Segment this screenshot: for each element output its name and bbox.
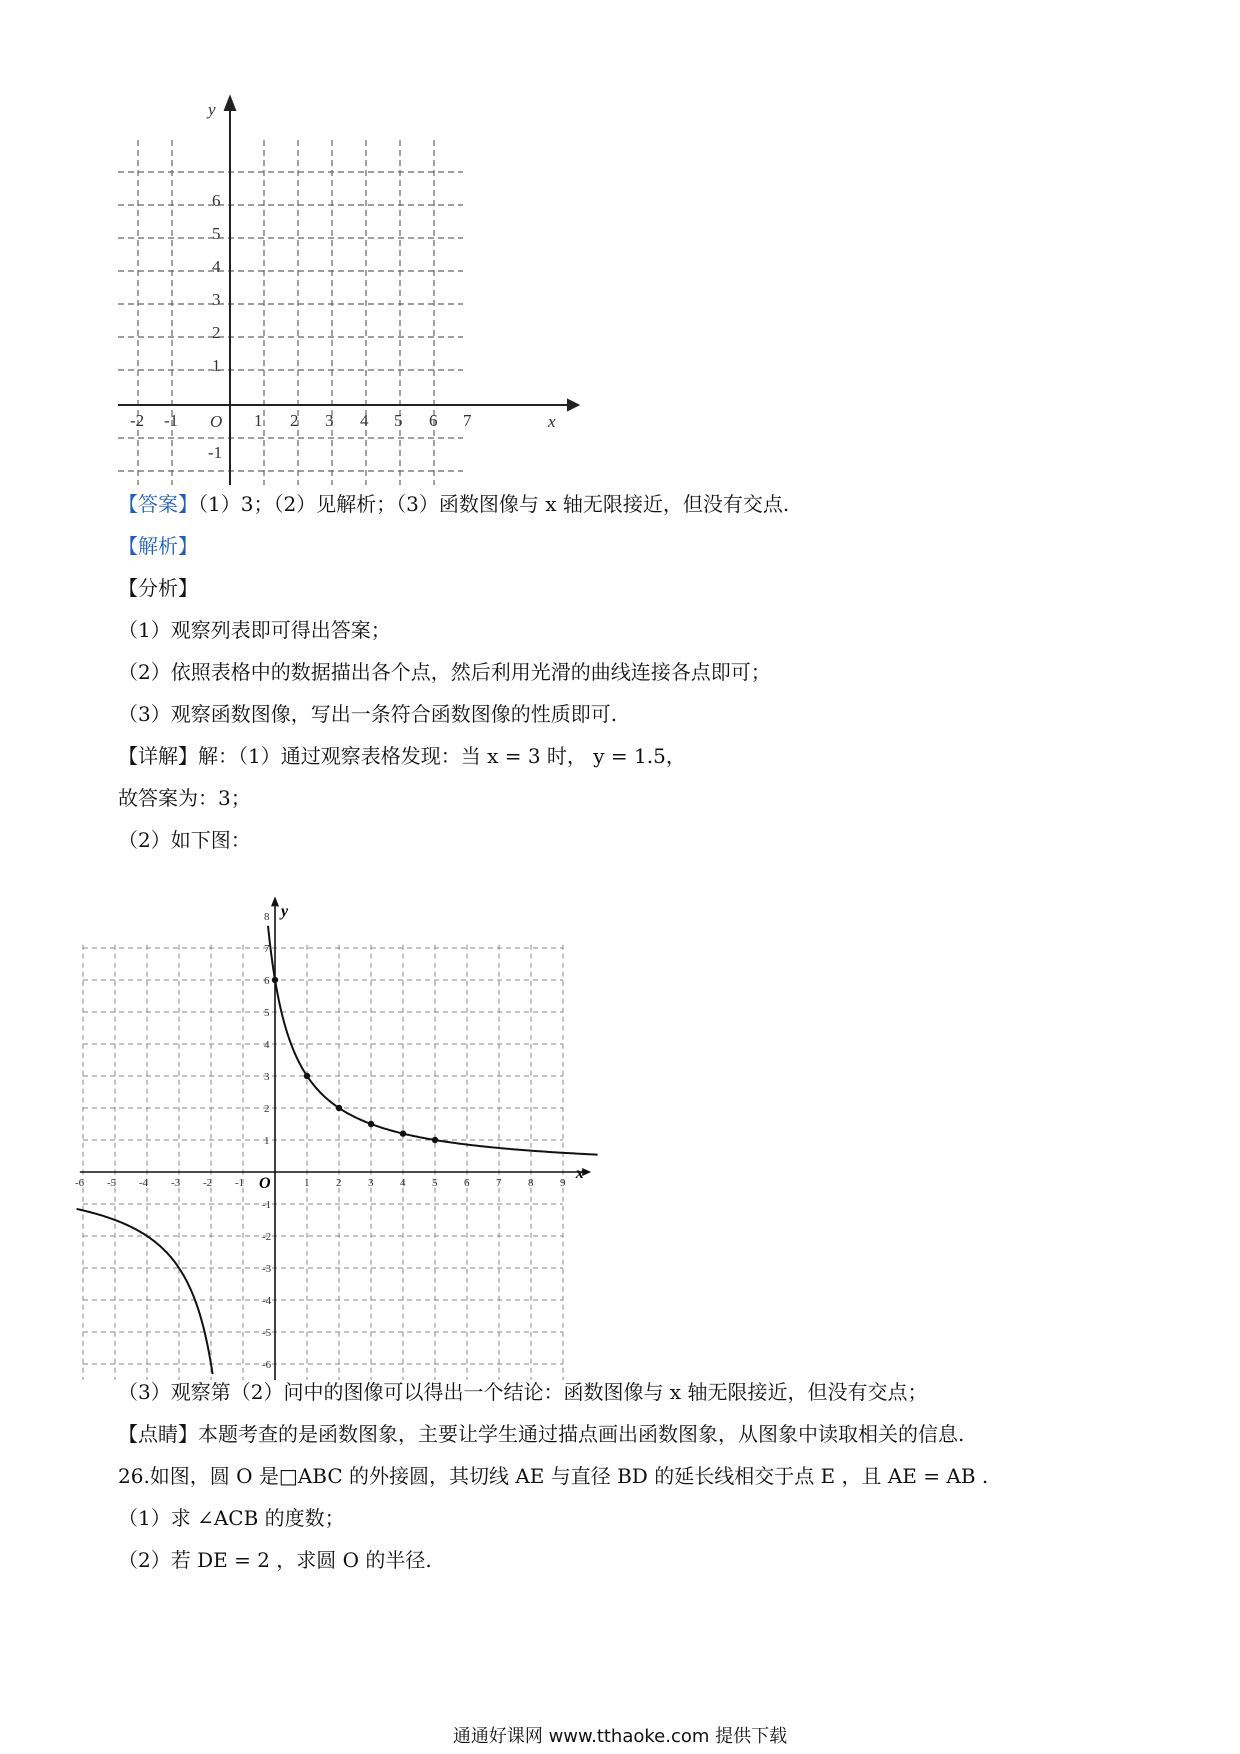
answer-tag: 【答案】 <box>118 492 198 516</box>
x-axis-label: x <box>575 1165 584 1182</box>
y-tick-label: -3 <box>262 1263 272 1275</box>
x-tick-label: 3 <box>325 411 334 430</box>
y-axis-label: y <box>208 100 216 119</box>
analysis-item-1: （1）观察列表即可得出答案； <box>118 618 391 642</box>
blank-grid-figure <box>118 95 578 485</box>
x-tick-label: 5 <box>432 1177 438 1189</box>
x-tick-label: 7 <box>496 1177 502 1189</box>
y-tick-label: 2 <box>264 1103 270 1115</box>
plotted-point <box>336 1105 342 1111</box>
detail-line-1: 【详解】解：（1）通过观察表格发现：当 x = 3 时， y = 1.5， <box>118 744 686 768</box>
x-tick-label: 6 <box>464 1177 470 1189</box>
answer-text: （1）3；（2）见解析；（3）函数图像与 x 轴无限接近，但没有交点. <box>198 492 790 516</box>
y-tick-label: 4 <box>264 1039 270 1051</box>
problem-26-q1: （1）求 ∠ACB 的度数； <box>118 1506 345 1530</box>
y-tick-label: 1 <box>264 1135 270 1147</box>
y-axis-arrow <box>271 896 279 906</box>
fenxi-tag: 【分析】 <box>118 576 198 600</box>
y-tick-label: -6 <box>262 1359 272 1371</box>
y-tick-label: 8 <box>264 911 270 923</box>
plotted-point <box>432 1137 438 1143</box>
chart-grid <box>83 945 563 1380</box>
x-tick-label: -6 <box>75 1177 85 1189</box>
x-tick-label: -5 <box>107 1177 117 1189</box>
x-tick-label: 1 <box>304 1177 310 1189</box>
problem-26-q2: （2）若 DE = 2 ，求圆 O 的半径. <box>118 1548 432 1572</box>
x-tick-label: -1 <box>164 411 179 430</box>
origin-label: O <box>259 1175 271 1192</box>
y-tick-label: -1 <box>262 1199 272 1211</box>
y-tick-label: 1 <box>212 356 221 375</box>
y-axis-arrow <box>225 97 235 110</box>
y-tick-label: 6 <box>212 191 221 210</box>
curve-branch-left <box>77 1209 213 1374</box>
x-tick-label: 4 <box>400 1177 406 1189</box>
x-tick-label: 2 <box>336 1177 342 1189</box>
answer-line <box>118 490 789 518</box>
y-tick-label: -4 <box>262 1295 272 1307</box>
blank-grid-lines <box>118 140 463 485</box>
x-tick-label: -3 <box>171 1177 181 1189</box>
detail-line-2: 故答案为：3； <box>118 786 251 810</box>
y-tick-label: 3 <box>212 290 221 309</box>
x-tick-label: 5 <box>394 411 403 430</box>
conclusion-line: （3）观察第（2）问中的图像可以得出一个结论：函数图像与 x 轴无限接近，但没有交点； <box>118 1380 928 1404</box>
x-tick-label: 3 <box>368 1177 374 1189</box>
x-tick-label: 2 <box>290 411 299 430</box>
curve-branch-right <box>268 926 598 1155</box>
x-tick-label: 1 <box>254 411 263 430</box>
x-tick-label: -4 <box>139 1177 149 1189</box>
y-tick-label: 3 <box>264 1071 270 1083</box>
x-tick-label: 7 <box>463 411 472 430</box>
x-tick-label: 8 <box>528 1177 534 1189</box>
x-tick-label: -1 <box>235 1177 245 1189</box>
y-tick-label: 5 <box>212 224 221 243</box>
x-tick-label: 9 <box>560 1177 566 1189</box>
x-tick-label: 6 <box>429 411 438 430</box>
function-graph <box>75 866 640 1371</box>
origin-label: O <box>210 412 223 431</box>
y-tick-label: -2 <box>262 1231 272 1243</box>
plotted-point <box>304 1073 310 1079</box>
y-axis-label: y <box>281 903 289 920</box>
x-tick-label: 4 <box>360 411 369 430</box>
x-axis-label: x <box>548 412 556 431</box>
y-tick-label: 6 <box>264 975 270 987</box>
dianjing-line: 【点睛】本题考查的是函数图象，主要让学生通过描点画出函数图象，从图象中读取相关的信息. <box>118 1422 965 1446</box>
plotted-point <box>400 1130 406 1136</box>
y-tick-label: 4 <box>212 257 221 276</box>
detail-line-3: （2）如下图： <box>118 828 251 852</box>
plotted-point <box>272 977 278 983</box>
jiexi-tag: 【解析】 <box>118 534 198 558</box>
y-tick-label: 7 <box>264 943 270 955</box>
analysis-item-3: （3）观察函数图像，写出一条符合函数图像的性质即可. <box>118 702 618 726</box>
analysis-item-2: （2）依照表格中的数据描出各个点，然后利用光滑的曲线连接各点即可； <box>118 660 771 684</box>
y-tick-label: -1 <box>208 443 223 462</box>
y-tick-label: 5 <box>264 1007 270 1019</box>
x-tick-label: -2 <box>130 411 145 430</box>
y-tick-label: -5 <box>262 1327 272 1339</box>
x-axis-arrow <box>568 400 578 410</box>
x-tick-label: -2 <box>203 1177 213 1189</box>
y-tick-label: 2 <box>212 323 221 342</box>
problem-26-stem: 26.如图，圆 O 是□ABC 的外接圆，其切线 AE 与直径 BD 的延长线相交于点 E ，且 AE = AB . <box>118 1464 989 1488</box>
page-footer: 通通好课网 www.tthaoke.com 提供下载 <box>452 1726 788 1747</box>
plotted-point <box>368 1121 374 1127</box>
